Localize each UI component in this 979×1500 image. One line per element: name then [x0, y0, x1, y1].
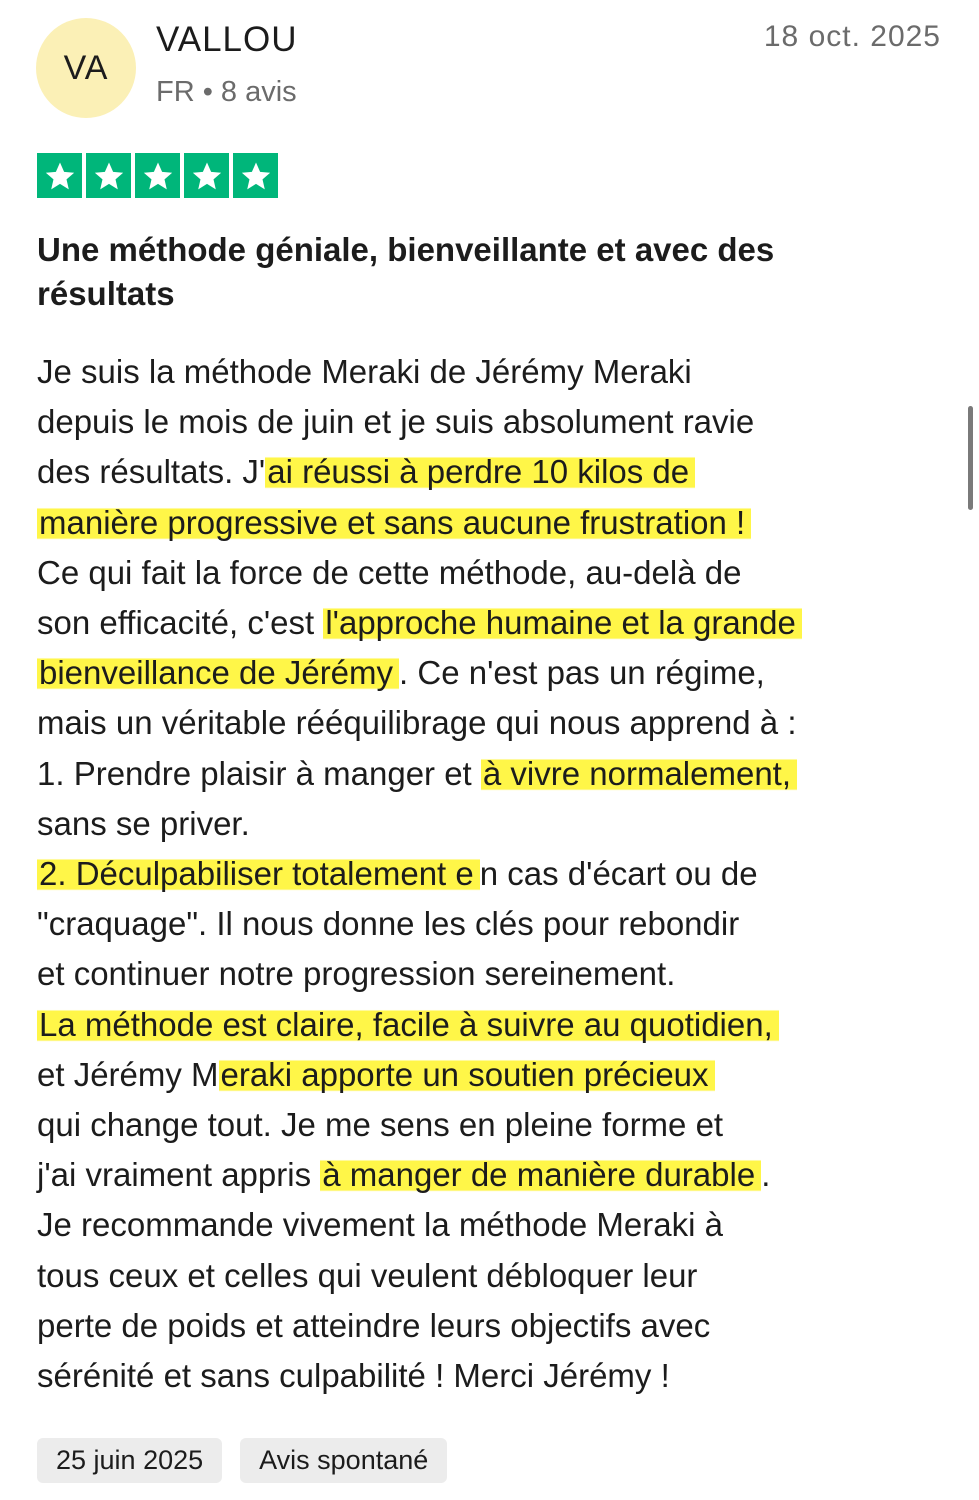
review-line [37, 1301, 937, 1351]
review-text: Ce qui fait la force de cette méthode, au-delà de [37, 553, 742, 591]
review-text: "craquage". Il nous donne les clés pour rebondir [37, 905, 740, 943]
highlighted-text: 2. Déculpabiliser totalement e [37, 855, 480, 892]
review-text: et continuer notre progression sereinement. [37, 955, 676, 993]
review-text: j'ai vraiment appris [37, 1156, 321, 1194]
review-line [37, 1150, 937, 1200]
highlighted-text: l'approche humaine et la grande [323, 604, 801, 641]
experience-date-tag: 25 juin 2025 [37, 1438, 222, 1483]
star-icon [86, 153, 131, 198]
review-text: tous ceux et celles qui veulent débloquer leur [37, 1256, 698, 1294]
highlighted-text: eraki apporte un soutien précieux [219, 1056, 715, 1093]
reviewer-meta: FR • 8 avis [156, 76, 297, 108]
review-line [37, 347, 937, 397]
review-text: et Jérémy M [37, 1055, 219, 1093]
review-line [37, 548, 937, 598]
highlighted-text: bienveillance de Jérémy [37, 654, 399, 691]
review-text: sérénité et sans culpabilité ! Merci Jérémy ! [37, 1357, 670, 1395]
review-text: son efficacité, c'est [37, 604, 324, 642]
review-title: Une méthode géniale, bienveillante et avec des résultats [37, 231, 775, 312]
review-text: Je recommande vivement la méthode Meraki à [37, 1206, 723, 1244]
review-line [37, 749, 937, 799]
review-text: perte de poids et atteindre leurs objectifs avec [37, 1306, 711, 1344]
review-text: mais un véritable rééquilibrage qui nous apprend à : [37, 704, 797, 742]
highlighted-text: manière progressive et sans aucune frustration ! [37, 504, 751, 541]
review-line [37, 1251, 937, 1301]
review-line [37, 1000, 937, 1050]
review-line [37, 648, 937, 698]
review-line [37, 447, 937, 497]
reviewer-name[interactable]: VALLOU [156, 20, 298, 59]
highlighted-text: ai réussi à perdre 10 kilos de [265, 453, 695, 490]
star-icon [37, 153, 82, 198]
star-rating [37, 153, 278, 198]
scrollbar[interactable] [968, 406, 973, 510]
highlighted-text: à vivre normalement, [481, 755, 797, 792]
review-line [37, 899, 937, 949]
review-text: qui change tout. Je me sens en pleine forme et [37, 1106, 724, 1144]
avatar[interactable] [36, 18, 136, 118]
spontaneous-review-tag: Avis spontané [240, 1438, 447, 1483]
review-line [37, 849, 937, 899]
review-line [37, 498, 937, 548]
avatar-initials: VA [63, 48, 109, 87]
review-text: . [761, 1156, 771, 1194]
review-tags [37, 1438, 447, 1483]
review-line [37, 1200, 937, 1250]
star-icon [233, 153, 278, 198]
review-line [37, 1050, 937, 1100]
review-text: depuis le mois de juin et je suis absolument ravie [37, 403, 755, 441]
highlighted-text: à manger de manière durable [320, 1156, 761, 1193]
star-icon [184, 153, 229, 198]
review-date: 18 oct. 2025 [763, 20, 941, 53]
review-text: . Ce n'est pas un régime, [399, 654, 765, 692]
review-line [37, 949, 937, 999]
review-text: des résultats. J' [37, 453, 266, 491]
review-line [37, 1100, 937, 1150]
review-text: sans se priver. [37, 804, 250, 842]
star-icon [135, 153, 180, 198]
review-text: 1. Prendre plaisir à manger et [37, 754, 481, 792]
review-body [37, 347, 937, 1401]
review-line [37, 397, 937, 447]
review-text: n cas d'écart ou de [479, 855, 758, 893]
review-line [37, 799, 937, 849]
review-text: Je suis la méthode Meraki de Jérémy Meraki [37, 353, 692, 390]
review-line [37, 1351, 937, 1401]
review-line [37, 598, 937, 648]
review-line [37, 698, 937, 748]
highlighted-text: La méthode est claire, facile à suivre au quotidien, [37, 1006, 779, 1043]
